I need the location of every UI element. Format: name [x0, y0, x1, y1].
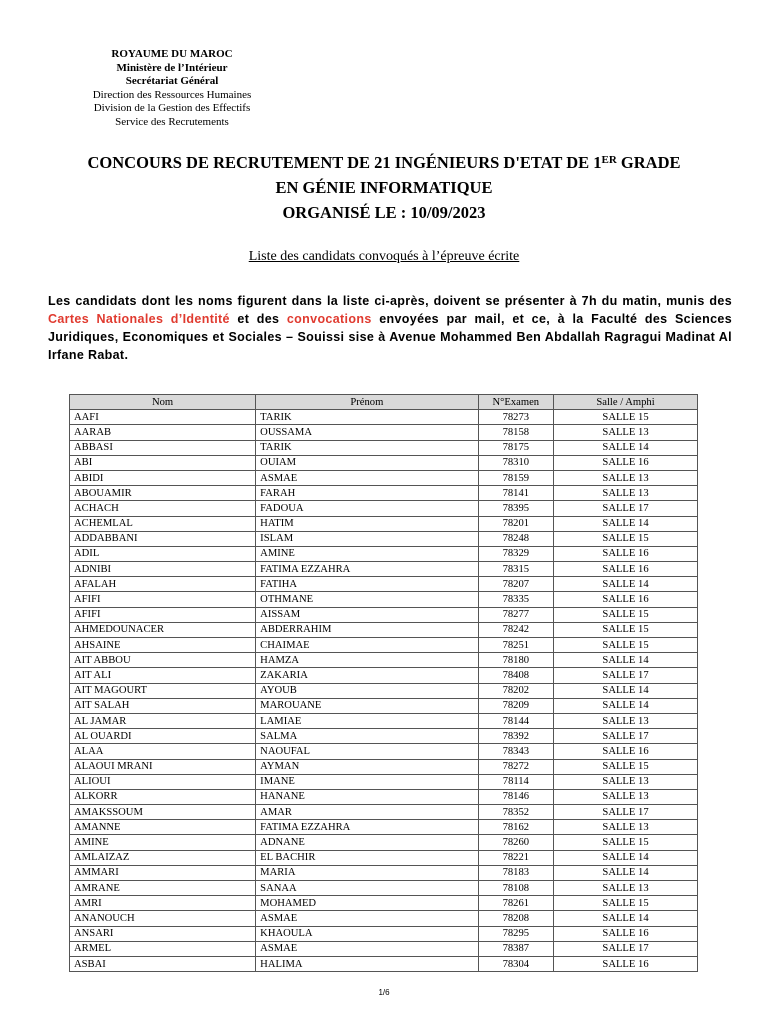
cell-nom: ACHEMLAL	[70, 516, 256, 531]
cell-nom: ADNIBI	[70, 562, 256, 577]
cell-salle: SALLE 16	[554, 592, 698, 607]
cell-prenom: TARIK	[256, 440, 478, 455]
table-row	[70, 592, 698, 607]
cell-numero: 78392	[478, 729, 553, 744]
cell-salle: SALLE 15	[554, 759, 698, 774]
cell-numero: 78295	[478, 926, 553, 941]
cell-numero: 78242	[478, 622, 553, 637]
cell-numero: 78221	[478, 850, 553, 865]
cell-nom: AMAKSSOUM	[70, 805, 256, 820]
table-row	[70, 622, 698, 637]
cell-prenom: ZAKARIA	[256, 668, 478, 683]
cell-prenom: AMAR	[256, 805, 478, 820]
cell-nom: ALKORR	[70, 789, 256, 804]
cell-salle: SALLE 14	[554, 683, 698, 698]
table-row	[70, 653, 698, 668]
intro-paragraph	[48, 292, 732, 364]
cell-salle: SALLE 17	[554, 805, 698, 820]
cell-salle: SALLE 17	[554, 501, 698, 516]
cell-numero: 78277	[478, 607, 553, 622]
cell-numero: 78248	[478, 531, 553, 546]
header-service: Service des Recrutements	[115, 115, 229, 128]
cell-numero: 78202	[478, 683, 553, 698]
header-division: Division de la Gestion des Effectifs	[93, 102, 251, 114]
cell-prenom: MOHAMED	[256, 896, 478, 911]
cell-numero: 78180	[478, 653, 553, 668]
cell-prenom: AMINE	[256, 546, 478, 561]
table-row	[70, 698, 698, 713]
cell-salle: SALLE 13	[554, 881, 698, 896]
cell-nom: ALAA	[70, 744, 256, 759]
cell-prenom: HATIM	[256, 516, 478, 531]
table-row	[70, 926, 698, 941]
header-ministry: Ministère de l’Intérieur	[116, 61, 228, 74]
cell-nom: AFALAH	[70, 577, 256, 592]
cell-salle: SALLE 15	[554, 410, 698, 425]
cell-numero: 78209	[478, 698, 553, 713]
cell-prenom: AISSAM	[256, 607, 478, 622]
cell-numero: 78387	[478, 941, 553, 956]
table-row	[70, 470, 698, 485]
cell-salle: SALLE 15	[554, 622, 698, 637]
title-line-1	[40, 148, 728, 175]
column-header-nom: Nom	[70, 395, 256, 410]
cell-salle: SALLE 17	[554, 729, 698, 744]
cell-nom: ARMEL	[70, 941, 256, 956]
cell-prenom: LAMIAE	[256, 713, 478, 728]
table-row	[70, 713, 698, 728]
document-title	[40, 148, 728, 225]
title-line-1-end: GRADE	[616, 153, 681, 172]
cell-numero: 78208	[478, 911, 553, 926]
cell-salle: SALLE 14	[554, 440, 698, 455]
cell-numero: 78335	[478, 592, 553, 607]
table-row	[70, 546, 698, 561]
table-row	[70, 577, 698, 592]
cell-nom: ANSARI	[70, 926, 256, 941]
intro-highlight-convocations: convocations	[286, 312, 372, 326]
cell-numero: 78201	[478, 516, 553, 531]
cell-prenom: OUSSAMA	[256, 425, 478, 440]
cell-numero: 78315	[478, 562, 553, 577]
cell-prenom: AYMAN	[256, 759, 478, 774]
table-row	[70, 440, 698, 455]
cell-salle: SALLE 15	[554, 531, 698, 546]
cell-numero: 78304	[478, 956, 553, 971]
cell-numero: 78162	[478, 820, 553, 835]
cell-salle: SALLE 16	[554, 455, 698, 470]
intro-part-2: et des	[229, 312, 287, 326]
cell-numero: 78158	[478, 425, 553, 440]
table-row	[70, 744, 698, 759]
cell-prenom: ASMAE	[256, 911, 478, 926]
cell-salle: SALLE 17	[554, 941, 698, 956]
table-row	[70, 607, 698, 622]
cell-nom: AMINE	[70, 835, 256, 850]
cell-salle: SALLE 16	[554, 956, 698, 971]
table-row	[70, 835, 698, 850]
cell-nom: AL OUARDI	[70, 729, 256, 744]
cell-nom: ASBAI	[70, 956, 256, 971]
table-row	[70, 455, 698, 470]
cell-numero: 78159	[478, 470, 553, 485]
cell-prenom: HAMZA	[256, 653, 478, 668]
table-row	[70, 956, 698, 971]
cell-salle: SALLE 16	[554, 744, 698, 759]
table-row	[70, 774, 698, 789]
table-row	[70, 683, 698, 698]
table-row	[70, 486, 698, 501]
column-header-numero: N°Examen	[478, 395, 553, 410]
cell-prenom: ABDERRAHIM	[256, 622, 478, 637]
cell-numero: 78395	[478, 501, 553, 516]
cell-prenom: FATIMA EZZAHRA	[256, 820, 478, 835]
cell-nom: AIT ALI	[70, 668, 256, 683]
cell-prenom: FATIMA EZZAHRA	[256, 562, 478, 577]
table-row	[70, 941, 698, 956]
cell-salle: SALLE 13	[554, 789, 698, 804]
cell-numero: 78261	[478, 896, 553, 911]
cell-numero: 78343	[478, 744, 553, 759]
cell-numero: 78108	[478, 881, 553, 896]
cell-salle: SALLE 16	[554, 926, 698, 941]
cell-nom: ADIL	[70, 546, 256, 561]
table-row	[70, 805, 698, 820]
cell-nom: AFIFI	[70, 592, 256, 607]
cell-prenom: SALMA	[256, 729, 478, 744]
cell-nom: ABOUAMIR	[70, 486, 256, 501]
cell-numero: 78273	[478, 410, 553, 425]
cell-nom: ALIOUI	[70, 774, 256, 789]
cell-nom: AMRI	[70, 896, 256, 911]
cell-prenom: MARIA	[256, 865, 478, 880]
title-line-1-sup: ER	[601, 154, 617, 166]
cell-numero: 78175	[478, 440, 553, 455]
cell-salle: SALLE 14	[554, 653, 698, 668]
cell-prenom: EL BACHIR	[256, 850, 478, 865]
cell-salle: SALLE 14	[554, 698, 698, 713]
cell-salle: SALLE 13	[554, 774, 698, 789]
header-direction: Direction des Ressources Humaines	[92, 88, 252, 101]
title-line-1-main: CONCOURS DE RECRUTEMENT DE 21 INGÉNIEURS D'ETAT DE 1	[87, 153, 602, 172]
cell-prenom: ASMAE	[256, 941, 478, 956]
cell-numero: 78260	[478, 835, 553, 850]
intro-part-1: Les candidats dont les noms figurent dans la liste ci-après, doivent se présenter à 7h du matin, munis des	[48, 294, 732, 308]
cell-prenom: HANANE	[256, 789, 478, 804]
cell-nom: AHSAINE	[70, 638, 256, 653]
cell-prenom: FARAH	[256, 486, 478, 501]
cell-salle: SALLE 14	[554, 577, 698, 592]
cell-salle: SALLE 13	[554, 470, 698, 485]
cell-prenom: ASMAE	[256, 470, 478, 485]
cell-prenom: ISLAM	[256, 531, 478, 546]
cell-prenom: OUIAM	[256, 455, 478, 470]
table-body	[70, 410, 698, 972]
cell-salle: SALLE 14	[554, 516, 698, 531]
cell-nom: AHMEDOUNACER	[70, 622, 256, 637]
table-row	[70, 881, 698, 896]
cell-prenom: FADOUA	[256, 501, 478, 516]
table-row	[70, 410, 698, 425]
title-line-2: EN GÉNIE INFORMATIQUE	[275, 178, 493, 197]
table-row	[70, 911, 698, 926]
table-row	[70, 850, 698, 865]
table-row	[70, 865, 698, 880]
cell-nom: AFIFI	[70, 607, 256, 622]
table-row	[70, 789, 698, 804]
cell-nom: AAFI	[70, 410, 256, 425]
cell-salle: SALLE 15	[554, 607, 698, 622]
table-row	[70, 896, 698, 911]
cell-prenom: MAROUANE	[256, 698, 478, 713]
table-row	[70, 638, 698, 653]
list-subtitle: Liste des candidats convoqués à l’épreuve écrite	[248, 249, 520, 264]
cell-nom: ADDABBANI	[70, 531, 256, 546]
cell-nom: AMMARI	[70, 865, 256, 880]
cell-salle: SALLE 13	[554, 713, 698, 728]
cell-nom: ABIDI	[70, 470, 256, 485]
issuer-header	[62, 48, 282, 129]
cell-prenom: CHAIMAE	[256, 638, 478, 653]
cell-prenom: OTHMANE	[256, 592, 478, 607]
cell-nom: AIT ABBOU	[70, 653, 256, 668]
cell-prenom: NAOUFAL	[256, 744, 478, 759]
cell-numero: 78114	[478, 774, 553, 789]
cell-nom: AMRANE	[70, 881, 256, 896]
cell-nom: ABI	[70, 455, 256, 470]
cell-numero: 78183	[478, 865, 553, 880]
cell-prenom: KHAOULA	[256, 926, 478, 941]
cell-salle: SALLE 16	[554, 562, 698, 577]
cell-nom: AARAB	[70, 425, 256, 440]
table-row	[70, 562, 698, 577]
cell-prenom: SANAA	[256, 881, 478, 896]
cell-salle: SALLE 17	[554, 668, 698, 683]
cell-numero: 78251	[478, 638, 553, 653]
page-number: 1/6	[378, 988, 390, 997]
cell-salle: SALLE 13	[554, 425, 698, 440]
cell-nom: ACHACH	[70, 501, 256, 516]
cell-prenom: TARIK	[256, 410, 478, 425]
cell-numero: 78272	[478, 759, 553, 774]
cell-salle: SALLE 14	[554, 911, 698, 926]
table-row	[70, 820, 698, 835]
column-header-salle: Salle / Amphi	[554, 395, 698, 410]
cell-numero: 78141	[478, 486, 553, 501]
intro-part-3: envoyées par mail, et ce, à la Faculté des Sciences Juridiques, Economiques et Sociales – Souissi sise à Avenue Mohammed Ben Abdallah Ragragui Madinat Al Irfane Rabat.	[48, 312, 732, 362]
cell-salle: SALLE 15	[554, 896, 698, 911]
table-header-row	[70, 395, 698, 410]
cell-salle: SALLE 13	[554, 820, 698, 835]
cell-nom: AL JAMAR	[70, 713, 256, 728]
table-row	[70, 729, 698, 744]
cell-numero: 78144	[478, 713, 553, 728]
cell-numero: 78207	[478, 577, 553, 592]
cell-prenom: AYOUB	[256, 683, 478, 698]
cell-prenom: ADNANE	[256, 835, 478, 850]
header-secretariat: Secrétariat Général	[125, 75, 219, 87]
cell-salle: SALLE 14	[554, 850, 698, 865]
cell-nom: AMANNE	[70, 820, 256, 835]
cell-numero: 78310	[478, 455, 553, 470]
cell-numero: 78352	[478, 805, 553, 820]
cell-prenom: FATIHA	[256, 577, 478, 592]
table-row	[70, 759, 698, 774]
cell-numero: 78408	[478, 668, 553, 683]
cell-salle: SALLE 13	[554, 486, 698, 501]
cell-salle: SALLE 15	[554, 638, 698, 653]
cell-numero: 78329	[478, 546, 553, 561]
candidates-table	[69, 394, 698, 972]
table-row	[70, 516, 698, 531]
cell-nom: AIT MAGOURT	[70, 683, 256, 698]
title-line-3: ORGANISÉ LE : 10/09/2023	[282, 203, 486, 222]
cell-nom: ANANOUCH	[70, 911, 256, 926]
cell-nom: ALAOUI MRANI	[70, 759, 256, 774]
table-row	[70, 531, 698, 546]
cell-salle: SALLE 16	[554, 546, 698, 561]
table-row	[70, 425, 698, 440]
cell-salle: SALLE 15	[554, 835, 698, 850]
column-header-prenom: Prénom	[256, 395, 478, 410]
cell-nom: ABBASI	[70, 440, 256, 455]
cell-prenom: HALIMA	[256, 956, 478, 971]
cell-nom: AMLAIZAZ	[70, 850, 256, 865]
intro-highlight-id-cards: Cartes Nationales d’Identité	[48, 312, 230, 326]
cell-nom: AIT SALAH	[70, 698, 256, 713]
cell-numero: 78146	[478, 789, 553, 804]
table-row	[70, 668, 698, 683]
cell-prenom: IMANE	[256, 774, 478, 789]
header-kingdom: ROYAUME DU MAROC	[111, 48, 233, 60]
cell-salle: SALLE 14	[554, 865, 698, 880]
table-row	[70, 501, 698, 516]
